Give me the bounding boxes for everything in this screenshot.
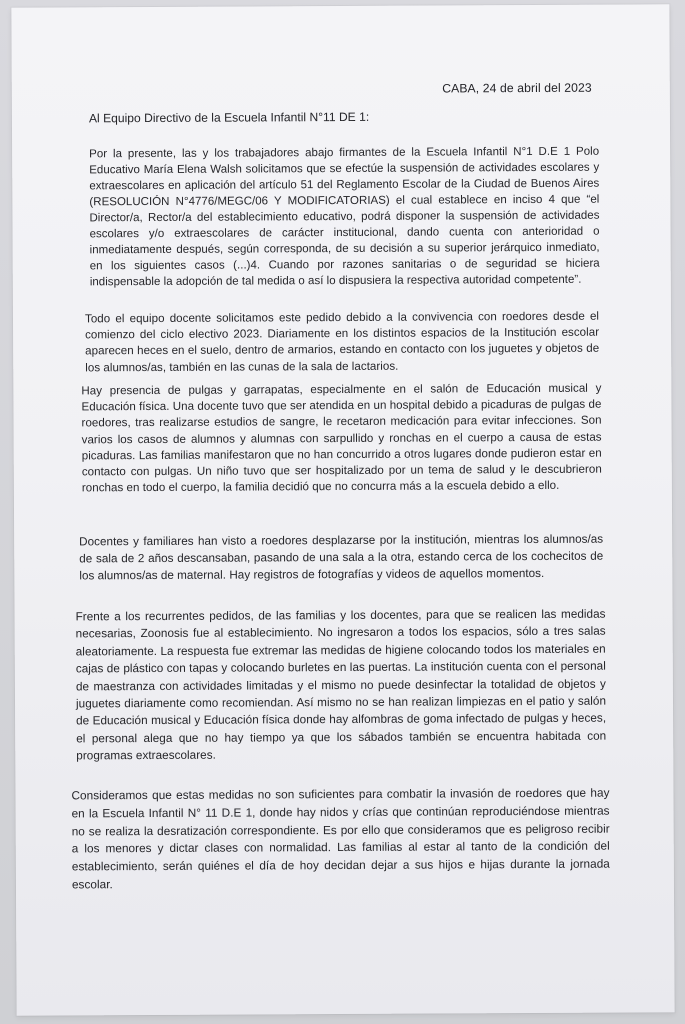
paragraph-rodent-coexistence: Todo el equipo docente solicitamos este pedido debido a la convivencia con roedores desde el comienzo del ciclo electivo 2023. Diariamente en los distintos espacios de la Institución escolar aparecen heces en el suelo, dentro de armarios, estando en contacto con los juguetes y objetos de los alumnos/as, también en las cunas de la sala de lactarios.	[84, 309, 600, 374]
letter-date: CABA, 24 de abril del 2023	[442, 80, 592, 96]
letter-addressee: Al Equipo Directivo de la Escuela Infantil N°11 DE 1:	[88, 109, 370, 126]
paragraph-fleas-ticks: Hay presencia de pulgas y garrapatas, especialmente en el salón de Educación musical y Educación física. Una docente tuvo que ser atendida en un hospital debido a picaduras de pulgas de roedores, tras realizarse estudios de sangre, le recetaron medicación para evitar infecciones. Son varios los casos de alumnos y alumnas con sarpullido y ronchas en el cuerpo a causa de estas picaduras. Las familias manifestaron que no han concurrido a otros lugares donde pudieron estar en contacto con pulgas. Un niño tuvo que ser hospitalizado por un tema de salud y le descubrieron ronchas en todo el cuerpo, la familia decidió que no concurra más a la escuela debido a ello.	[81, 381, 602, 495]
letter-sheet	[11, 4, 674, 1015]
paragraph-zoonosis-response: Frente a los recurrentes pedidos, de las familias y los docentes, para que se realicen las medidas necesarias, Zoonosis fue al establecimiento. No ingresaron a todos los espacios, sólo a tres salas aleatoriamente. La respuesta fue extremar las medidas de higiene colocando todos los materiales en cajas de plástico con tapas y colocando burletes en las puertas. La institución cuenta con el personal de maestranza con actividades limitadas y el mismo no puede desinfectar la totalidad de objetos y juguetes diariamente como recomiendan. Así mismo no se han realizan limpiezas en el patio y salón de Educación musical y Educación física donde hay alfombras de goma infectado de pulgas y heces, el personal alega que no hay tiempo ya que los sábados también se encuentra habitada con programas extraescolares.	[75, 607, 607, 763]
paragraph-rodent-sightings: Docentes y familiares han visto a roedores desplazarse por la institución, mientras los alumnos/as de sala de 2 años descansaban, pasando de una sala a la otra, estando cerca de los cochecitos de los alumnos/as de maternal. Hay registros de fotografías y videos de aquellos momentos.	[79, 532, 604, 583]
paragraph-conclusion: Consideramos que estas medidas no son suficientes para combatir la invasión de roedores que hay en la Escuela Infantil N° 11 D.E 1, donde hay nidos y crías que continúan reproduciéndose mientras no se realiza la desratización correspondiente. Es por ello que consideramos que es peligroso recibir a los menores y dictar clases con normalidad. Las familias al estar al tanto de la condición del establecimiento, serán quiénes el día de hoy decidan dejar a sus hijos e hijas durante la jornada escolar.	[71, 785, 610, 892]
paragraph-suspension-request: Por la presente, las y los trabajadores abajo firmantes de la Escuela Infantil N°1 D.E 1 Polo Educativo María Elena Walsh solicitamos que se efectúe la suspensión de actividades escolares y extraescolares en aplicación del artículo 51 del Reglamento Escolar de la Ciudad de Buenos Aires (RESOLUCIÓN N°4776/MEGC/06 Y MODIFICATORIAS) el cual establece en inciso 4 que “el Director/a, Rector/a del establecimiento educativo, podrá disponer la suspensión de actividades escolares y/o extraescolares de carácter institucional, dando cuenta con anterioridad o inmediatamente después, según corresponda, de su decisión a su superior jerárquico inmediato, en los siguientes casos (...)4. Cuando por razones sanitarias o de seguridad se hiciera indispensable la adopción de tal medida o así lo dispusiera la respectiva autoridad competente”.	[89, 145, 600, 288]
